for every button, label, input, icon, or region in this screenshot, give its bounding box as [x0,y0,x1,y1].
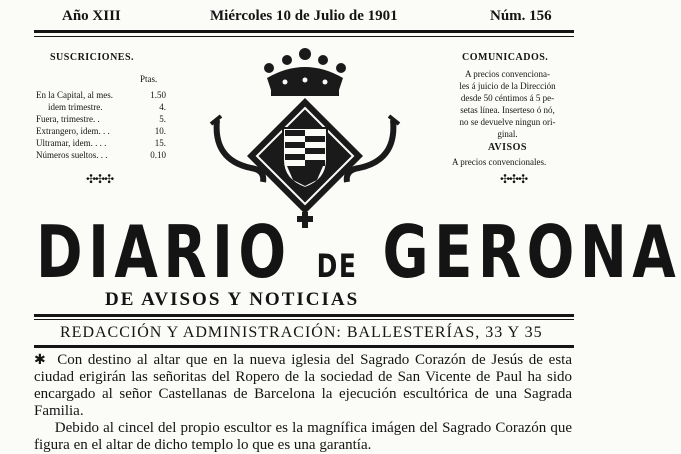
price-row: Fuera, trimestre. . 5. [36,114,166,124]
address-bottom-rule [34,345,574,348]
ads-title: AVISOS [488,142,527,153]
price-row: Extrangero, idem. . . 10. [36,126,166,136]
address-line: REDACCIÓN Y ADMINISTRACIÓN: BALLESTERÍAS, 33 Y 35 [60,324,543,341]
asterisk-icon: ✱ [34,353,46,368]
top-rule [34,30,574,33]
price-list [36,89,166,161]
communicated-title: COMUNICADOS. [462,52,549,63]
year-label: Año XIII [62,8,121,24]
coat-of-arms-icon [205,40,405,230]
newspaper-subtitle: DE AVISOS Y NOTICIAS [105,289,360,310]
currency-label: Ptas. [140,74,158,84]
top-rule-thin [34,36,574,37]
address-top-rule-thin [34,319,574,320]
newspaper-title: DIARIO DE GERONA [36,210,681,294]
issue-number: Núm. 156 [490,8,552,24]
article-paragraph: ✱ Con destino al altar que en la nueva iglesia del Sagrado Corazón de Jesús de esta ciudad erigirán las señoritas del Ropero de la sociedad de San Vicente de Paul ha sido encargado al señor Castellanas de Barcelona la ejecución escultórica de una Sagrada Familia. [34,352,572,419]
price-row: En la Capital, al mes. 1.50 [36,90,166,100]
article-paragraph: Debido al cincel del propio escultor es la magnífica imágen del Sagrado Corazón que figura en el altar de dicho templo lo que es una garantía. [34,420,573,453]
left-fleuron-icon: ✣✣✣ [86,172,114,186]
issue-date: Miércoles 10 de Julio de 1901 [210,8,398,24]
price-row: Ultramar, idem. . . . 15. [36,138,166,148]
communicated-text: A precios convenciona- les á juicio de la Dirección desde 50 céntimos á 5 pe- setas línea. Inserteso ó nó, no se devuelve ningun ori- ginal. [459,69,556,139]
address-top-rule [34,314,574,317]
subscriptions-title: SUSCRICIONES. [50,52,135,63]
price-row: Números sueltos. . . 0.10 [36,150,166,160]
price-row: idem trimestre. 4. [48,102,166,112]
right-fleuron-icon: ✣✣✣ [500,172,528,186]
ads-text: A precios convencionales. [452,157,547,167]
article-body [34,352,572,454]
